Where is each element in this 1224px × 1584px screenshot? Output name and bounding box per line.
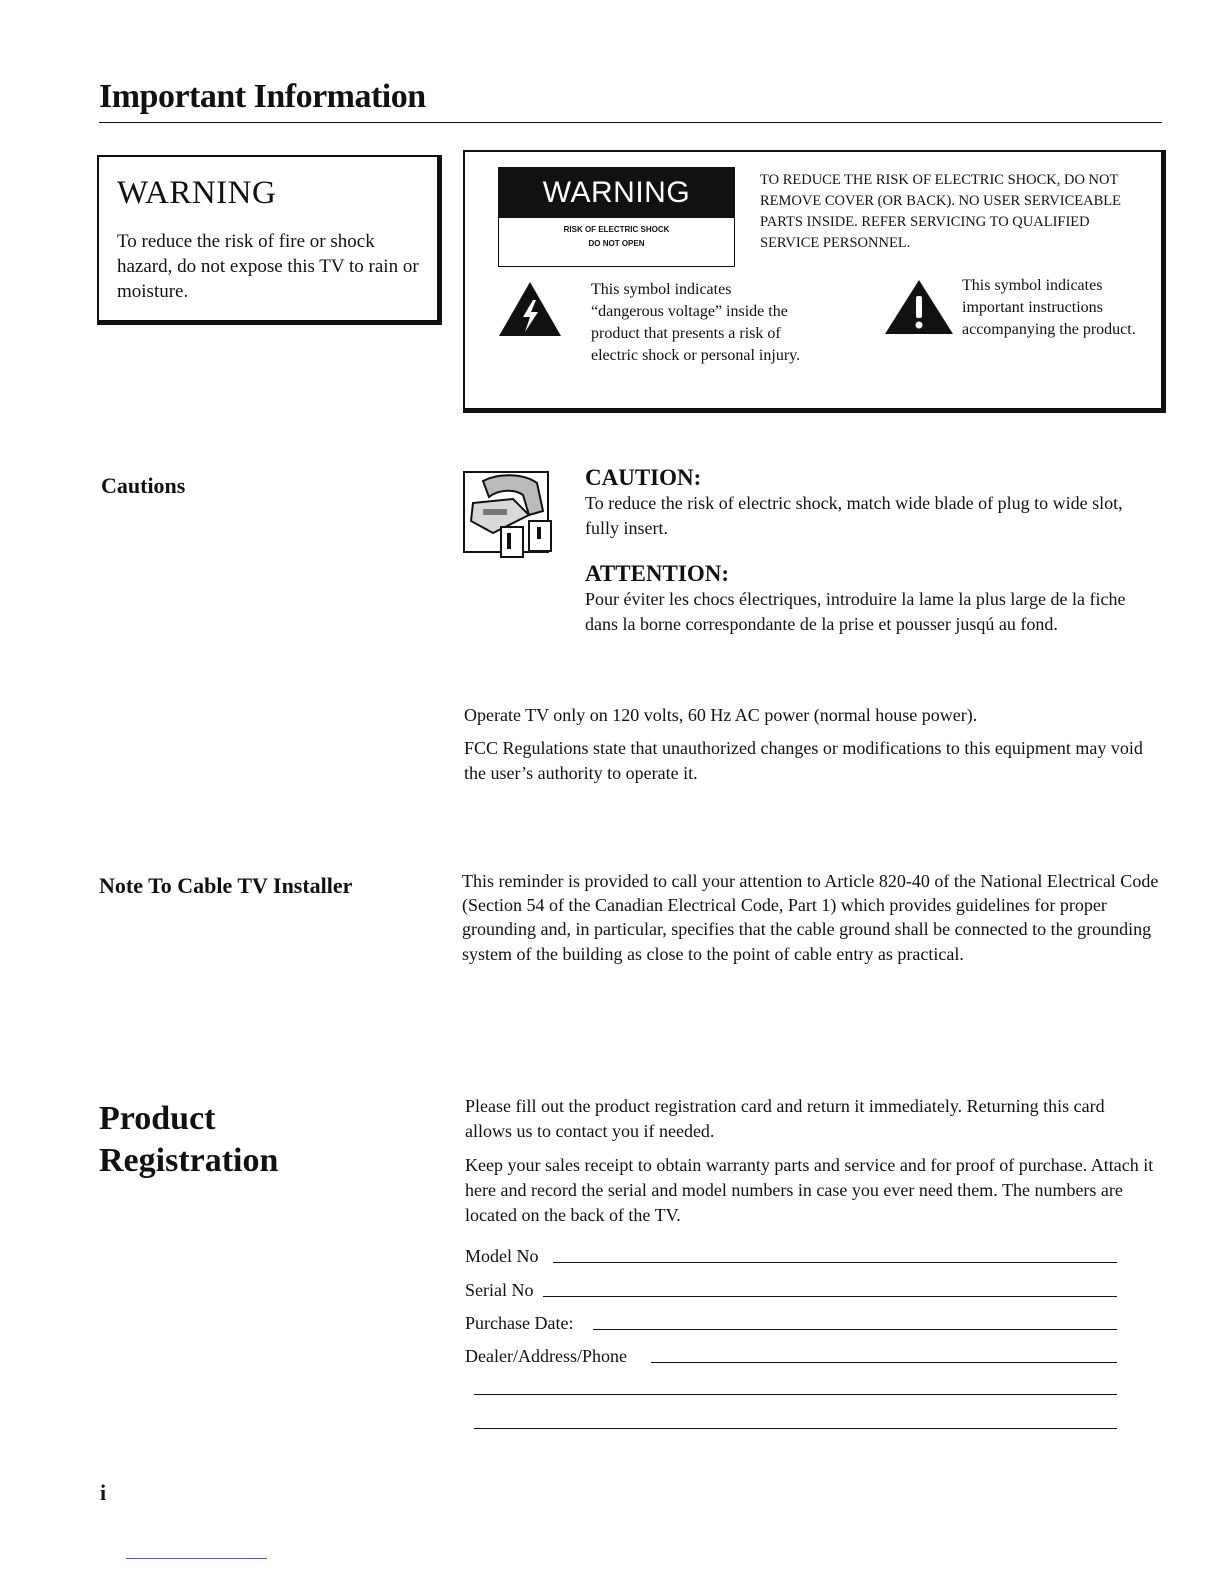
power-requirement-text: Operate TV only on 120 volts, 60 Hz AC power (normal house power). xyxy=(464,705,978,725)
warning-label-line1: RISK OF ELECTRIC SHOCK xyxy=(563,225,670,234)
registration-heading-line2: Registration xyxy=(99,1142,279,1179)
warning-box-shock xyxy=(463,150,1166,413)
dealer-label: Dealer/Address/Phone xyxy=(465,1346,627,1366)
fcc-regulations-text: FCC Regulations state that unauthorized changes or modifications to this equipment may void the user’s authority to operate it. xyxy=(464,738,1143,783)
lightning-triangle-icon xyxy=(497,280,563,343)
warning-text: To reduce the risk of fire or shock hazard, do not expose this TV to rain or moisture. xyxy=(117,231,419,302)
title-rule xyxy=(99,122,1162,123)
model-number-label: Model No xyxy=(465,1246,539,1266)
dealer-field-line-2[interactable] xyxy=(474,1394,1117,1395)
cautions-heading: Cautions xyxy=(101,473,186,498)
registration-heading-line1: Product xyxy=(99,1100,216,1137)
receipt-instructions: Keep your sales receipt to obtain warranty parts and service and for proof of purchase. Attach it here and record the serial and model numbers in case you ever need them. The numbers are located on the back of the TV. xyxy=(465,1155,1154,1225)
footer-rule xyxy=(126,1558,267,1559)
model-number-field[interactable] xyxy=(553,1262,1117,1263)
caution-title: CAUTION: xyxy=(585,465,702,490)
warning-box-fire xyxy=(97,155,442,325)
warning-label-title: WARNING xyxy=(499,167,734,218)
attention-text: Pour éviter les chocs électriques, introduire la lame la plus large de la fiche dans la borne correspondante de la prise et pousser jusqú au fond. xyxy=(585,589,1126,634)
purchase-date-field[interactable] xyxy=(593,1329,1117,1330)
warning-label xyxy=(498,167,735,267)
polarized-plug-icon xyxy=(463,471,559,568)
exclamation-symbol-text: This symbol indicates important instructions accompanying the product. xyxy=(962,277,1136,338)
serial-number-label: Serial No xyxy=(465,1280,534,1300)
registration-heading xyxy=(99,1098,278,1182)
cable-installer-heading: Note To Cable TV Installer xyxy=(99,873,353,898)
dealer-field[interactable] xyxy=(651,1362,1117,1363)
page-title: Important Information xyxy=(99,78,426,115)
voltage-symbol-text: This symbol indicates “dangerous voltage” inside the product that presents a risk of electric shock or personal injury. xyxy=(591,281,801,364)
registration-instructions: Please fill out the product registration card and return it immediately. Returning this card allows us to contact you if needed. xyxy=(465,1096,1105,1141)
warning-label-line2: DO NOT OPEN xyxy=(588,239,645,248)
dealer-field-line-3[interactable] xyxy=(474,1428,1117,1429)
warning-notice: TO REDUCE THE RISK OF ELECTRIC SHOCK, DO NOT REMOVE COVER (OR BACK). NO USER SERVICEABLE PARTS INSIDE. REFER SERVICING TO QUALIFIED SERVICE PERSONNEL. xyxy=(760,172,1121,251)
warning-title: WARNING xyxy=(117,175,277,211)
cable-installer-text: This reminder is provided to call your attention to Article 820-40 of the National Electrical Code (Section 54 of the Canadian Electrical Code, Part 1) which provides guidelines for proper grounding and, in particular, specifies that the cable ground shall be connected to the grounding system of the building as close to the point of cable entry as practical. xyxy=(462,871,1159,964)
caution-text: To reduce the risk of electric shock, match wide blade of plug to wide slot, fully insert. xyxy=(585,493,1123,538)
exclamation-triangle-icon xyxy=(883,278,955,341)
serial-number-field[interactable] xyxy=(543,1296,1117,1297)
page-number: i xyxy=(100,1480,107,1505)
attention-title: ATTENTION: xyxy=(585,561,729,586)
purchase-date-label: Purchase Date: xyxy=(465,1313,574,1333)
